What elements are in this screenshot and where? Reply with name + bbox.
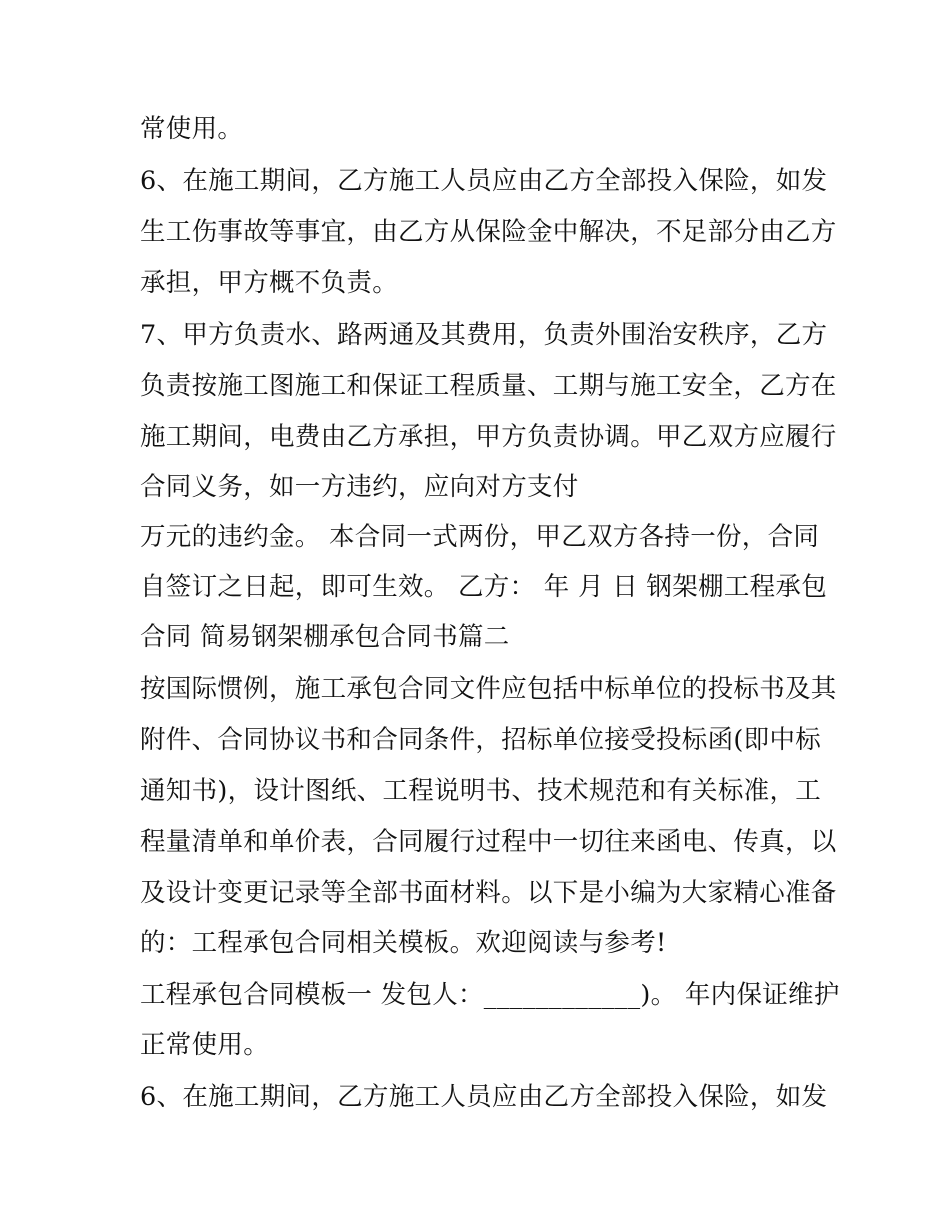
text-line-10: 自签订之日起，即可生效。 乙方： 年 月 日 钢架棚工程承包 — [140, 572, 828, 602]
text-line-16: 及设计变更记录等全部书面材料。以下是小编为大家精心准备 — [140, 878, 837, 908]
text-line-11: 合同 简易钢架棚承包合同书篇二 — [140, 622, 510, 652]
text-line-3: 生工伤事故等事宜，由乙方从保险金中解决，不足部分由乙方 — [140, 217, 837, 247]
text-line-15: 程量清单和单价表，合同履行过程中一切往来函电、传真，以 — [140, 827, 837, 857]
text-line-8: 合同义务，如一方违约，应向对方支付 — [140, 472, 579, 502]
text-line-14: 通知书)，设计图纸、工程说明书、技术规范和有关标准，工 — [140, 776, 822, 806]
text-line-4: 承担，甲方概不负责。 — [140, 268, 399, 298]
text-line-18: 工程承包合同模板一 发包人：____________)。 年内保证维护 — [140, 980, 840, 1010]
text-line-19: 正常使用。 — [140, 1030, 270, 1060]
text-line-9: 万元的违约金。 本合同一式两份，甲乙双方各持一份，合同 — [140, 522, 820, 552]
text-line-2: 6、在施工期间，乙方施工人员应由乙方全部投入保险，如发 — [140, 166, 828, 196]
text-line-6: 负责按施工图施工和保证工程质量、工期与施工安全，乙方在 — [140, 371, 837, 401]
text-line-7: 施工期间，电费由乙方承担，甲方负责协调。甲乙双方应履行 — [140, 422, 837, 452]
text-line-17: 的：工程承包合同相关模板。欢迎阅读与参考! — [140, 928, 667, 958]
text-line-12: 按国际惯例，施工承包合同文件应包括中标单位的投标书及其 — [140, 674, 837, 704]
text-line-13: 附件、合同协议书和合同条件，招标单位接受投标函(即中标 — [140, 725, 822, 755]
text-line-5: 7、甲方负责水、路两通及其费用，负责外围治安秩序，乙方 — [140, 320, 828, 350]
text-line-20: 6、在施工期间，乙方施工人员应由乙方全部投入保险，如发 — [140, 1082, 828, 1112]
text-line-1: 常使用。 — [140, 114, 244, 144]
